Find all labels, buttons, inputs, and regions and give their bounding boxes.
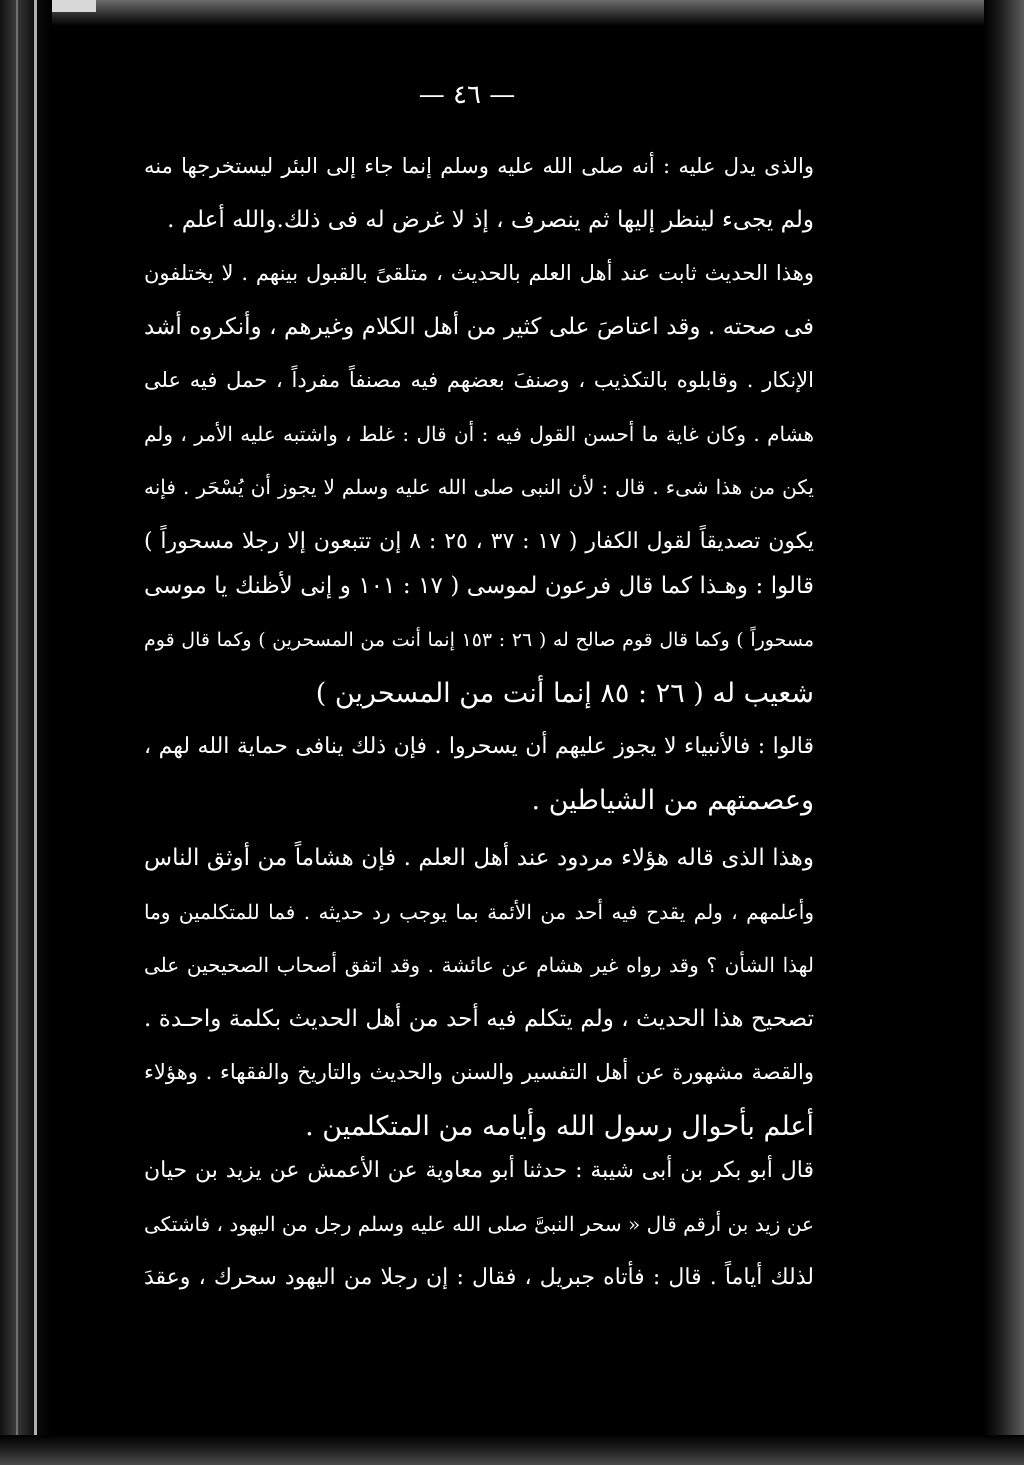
scan-edge-right: [984, 0, 1024, 1465]
paragraph-2: [144, 560, 814, 721]
scan-edge-left-line: [34, 0, 37, 1465]
text-line: شعيب له ( ٢٦ : ٨٥ إنما أنت من المسحرين ): [315, 678, 814, 709]
text-line: وهذا الذى قاله هؤلاء مردود عند أهل العلم . فإن هشاماً من أوثق الناس: [144, 845, 814, 871]
text-line: يكن من هذا شىء . قال : لأن النبى صلى الله عليه وسلم لا يجوز أن يُسْحَر . فإنه: [144, 475, 814, 499]
text-line: هشام . وكان غاية ما أحسن القول فيه : أن قال : غلط ، واشتبه عليه الأمر ، ولم: [144, 421, 814, 446]
scan-edge-bottom: [0, 1435, 1024, 1465]
text-line: لذلك أياماً . قال : فأتاه جبريل ، فقال : إن رجلا من اليهود سحرك ، وعقدَ: [144, 1265, 814, 1290]
text-line: والذى يدل عليه : أنه صلى الله عليه وسلم إنما جاء إلى البئر ليستخرجها منه: [144, 154, 814, 178]
paragraph-3: [144, 720, 814, 827]
scan-edge-left: [0, 0, 52, 1465]
text-line: الإنكار . وقابلوه بالتكذيب ، وصنفَ بعضهم فيه مصنفاً مفرداً ، حمل فيه على: [144, 368, 814, 392]
page-number: — ٤٦ —: [418, 80, 516, 110]
paragraph-1: [144, 140, 814, 568]
text-line: يكون تصديقاً لقول الكفار ( ١٧ : ٣٧ ، ٢٥ : ٨ إن تتبعون إلا رجلا مسحوراً ): [144, 528, 814, 554]
text-line: وأعلمهم ، ولم يقدح فيه أحد من الأئمة بما يوجب رد حديثه . فما للمتكلمين وما: [144, 899, 814, 924]
text-line: مسحوراً ) وكما قال قوم صالح له ( ٢٦ : ١٥٣ إنما أنت من المسحرين ) وكما قال قوم: [144, 628, 814, 651]
paragraph-4: [144, 832, 814, 1153]
text-line: عن زيد بن أرقم قال « سحر النبىَّ صلى الله عليه وسلم رجل من اليهود ، فاشتكى: [144, 1211, 814, 1236]
text-line: أعلم بأحوال رسول الله وأيامه من المتكلمين .: [305, 1110, 814, 1142]
text-line: لهذا الشأن ؟ وقد رواه غير هشام عن عائشة . وقد اتفق أصحاب الصحيحين على: [144, 953, 814, 977]
text-line: فى صحته . وقد اعتاصَ على كثير من أهل الكلام وغيرهم ، وأنكروه أشد: [144, 313, 814, 340]
text-line: ولم يجىء لينظر إليها ثم ينصرف ، إذ لا غرض له فى ذلك.والله أعلم .: [167, 206, 814, 233]
paragraph-5: [144, 1144, 814, 1305]
text-line: قال أبو بكر بن أبى شيبة : حدثنا أبو معاوية عن الأعمش عن يزيد بن حيان: [144, 1158, 814, 1183]
text-line: وعصمتهم من الشياطين .: [531, 784, 814, 816]
scan-edge-left-line-2: [16, 0, 18, 1465]
text-line: وهذا الحديث ثابت عند أهل العلم بالحديث ، متلقىً بالقبول بينهم . لا يختلفون: [144, 261, 814, 285]
text-line: تصحيح هذا الحديث ، ولم يتكلم فيه أحد من أهل الحديث بكلمة واحـدة .: [144, 1005, 814, 1032]
scan-edge-top: [0, 0, 1024, 26]
text-line: قالوا : فالأنبياء لا يجوز عليهم أن يسحروا . فإن ذلك ينافى حماية الله لهم ،: [144, 734, 814, 759]
text-line: قالوا : وهـذا كما قال فرعون لموسى ( ١٧ : ١٠١ و إنى لأظنك يا موسى: [144, 573, 814, 599]
text-line: والقصة مشهورة عن أهل التفسير والسنن والحديث والتاريخ والفقهاء . وهؤلاء: [144, 1060, 814, 1084]
